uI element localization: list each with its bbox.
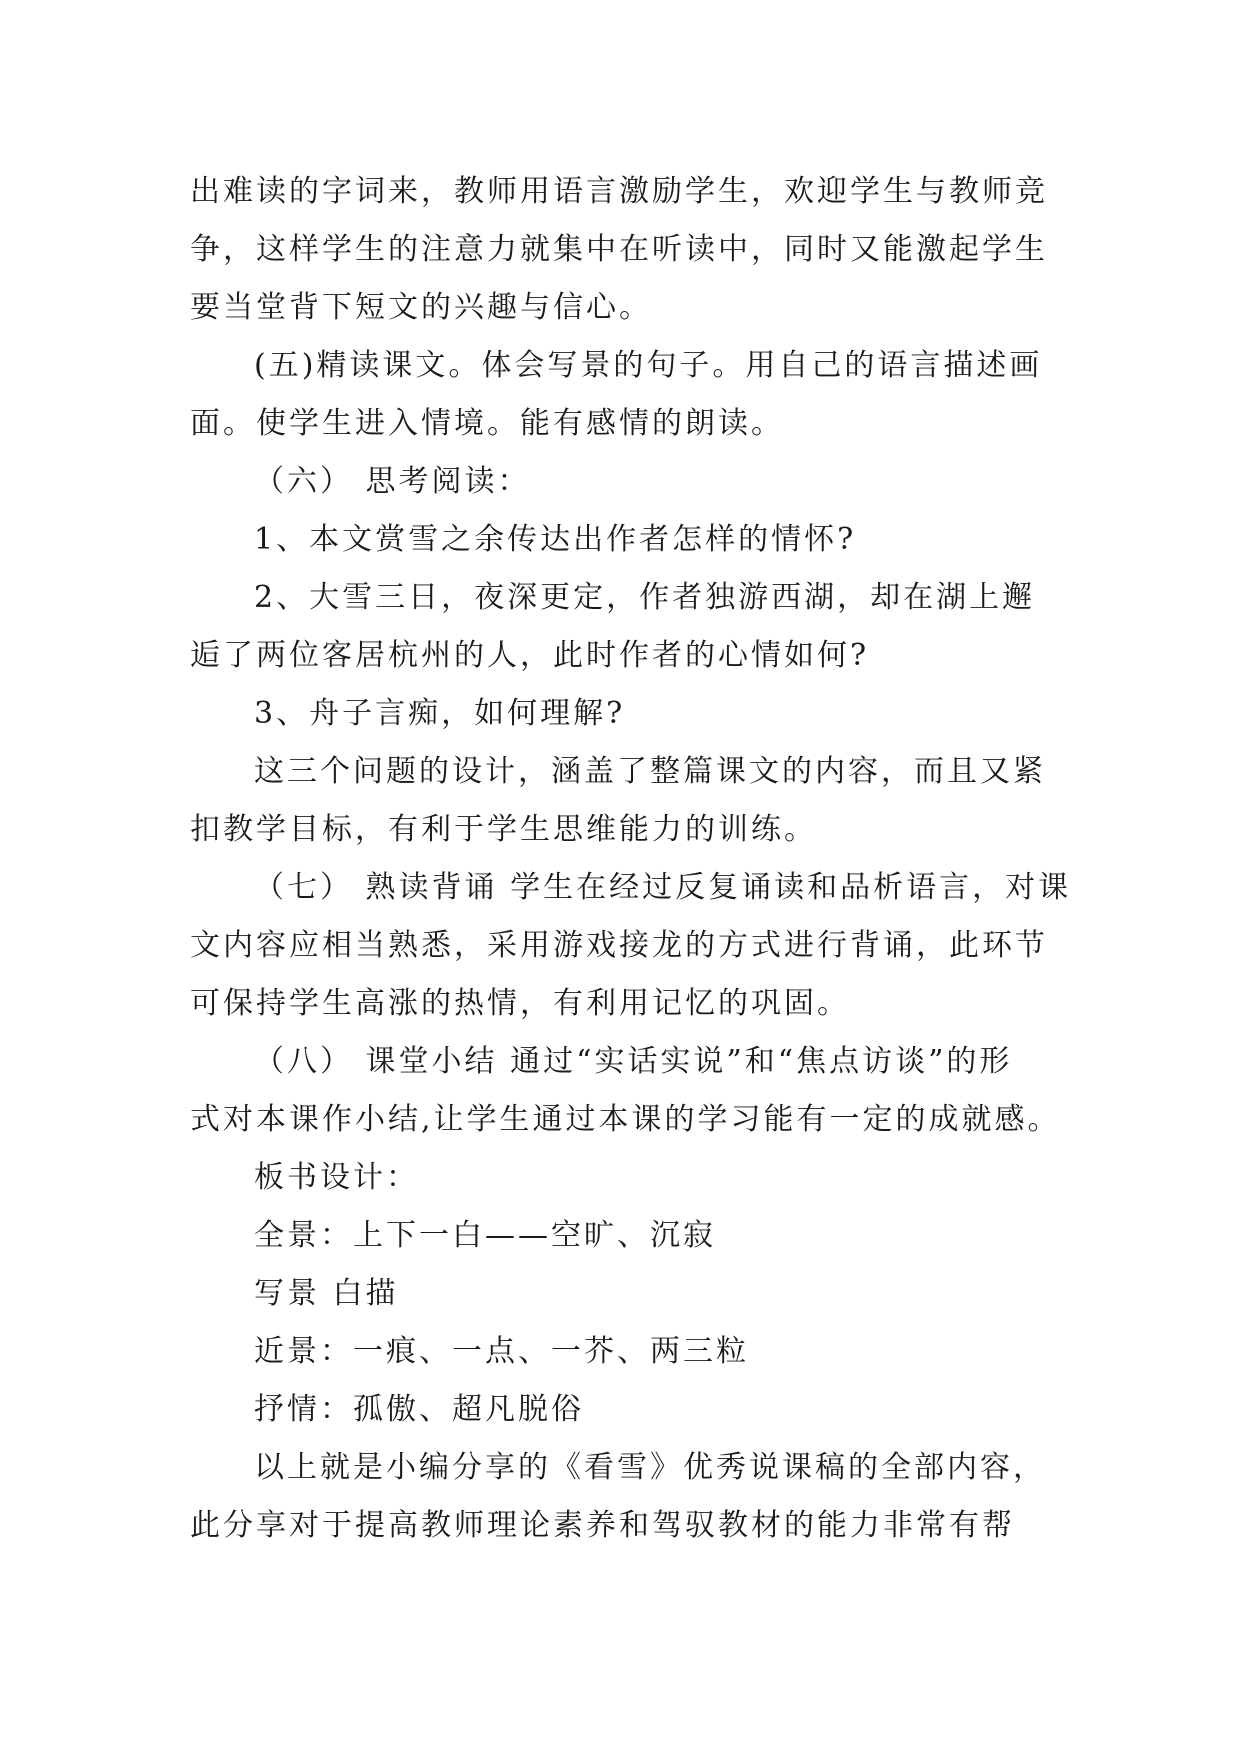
- document-page: [190, 163, 1072, 1555]
- text-line-17: 式对本课作小结,让学生通过本课的学习能有一定的成就感。: [190, 1102, 1061, 1137]
- text-line-15: 可保持学生高涨的热情，有利用记忆的巩固。: [190, 986, 850, 1021]
- text-line-1: 出难读的字词来，教师用语言激励学生，欢迎学生与教师竞: [190, 174, 1048, 209]
- text-line-2: 争，这样学生的注意力就集中在听读中，同时又能激起学生: [190, 232, 1048, 267]
- board-item-description: 写景 白描: [254, 1276, 399, 1311]
- section-6-heading: （六） 思考阅读：: [254, 464, 531, 499]
- section-5-heading: (五)精读课文。体会写景的句子。用自己的语言描述画: [254, 348, 1043, 383]
- text-line-23: 以上就是小编分享的《看雪》优秀说课稿的全部内容，: [254, 1450, 1046, 1485]
- question-1: 1、本文赏雪之余传达出作者怎样的情怀?: [254, 522, 857, 557]
- text-line-24: 此分享对于提高教师理论素养和驾驭教材的能力非常有帮: [190, 1508, 1015, 1543]
- board-design-heading: 板书设计：: [254, 1160, 419, 1195]
- text-line-5: 面。使学生进入情境。能有感情的朗读。: [190, 406, 784, 441]
- question-3: 3、舟子言痴，如何理解?: [254, 696, 626, 731]
- section-7-heading: （七） 熟读背诵 学生在经过反复诵读和品析语言，对课: [254, 870, 1072, 905]
- text-line-11: 这三个问题的设计，涵盖了整篇课文的内容，而且又紧: [254, 754, 1046, 789]
- question-2-continued: 逅了两位客居杭州的人，此时作者的心情如何?: [190, 638, 870, 673]
- board-item-closeup: 近景：一痕、一点、一芥、两三粒: [254, 1334, 749, 1369]
- question-2: 2、大雪三日，夜深更定，作者独游西湖，却在湖上邂: [254, 580, 1036, 615]
- board-item-panorama: 全景：上下一白——空旷、沉寂: [254, 1218, 716, 1253]
- text-line-3: 要当堂背下短文的兴趣与信心。: [190, 290, 652, 325]
- text-line-12: 扣教学目标，有利于学生思维能力的训练。: [190, 812, 817, 847]
- text-line-14: 文内容应相当熟悉，采用游戏接龙的方式进行背诵，此环节: [190, 928, 1048, 963]
- board-item-emotion: 抒情：孤傲、超凡脱俗: [254, 1392, 584, 1427]
- section-8-heading: （八） 课堂小结 通过“实话实说”和“焦点访谈”的形: [254, 1044, 1013, 1079]
